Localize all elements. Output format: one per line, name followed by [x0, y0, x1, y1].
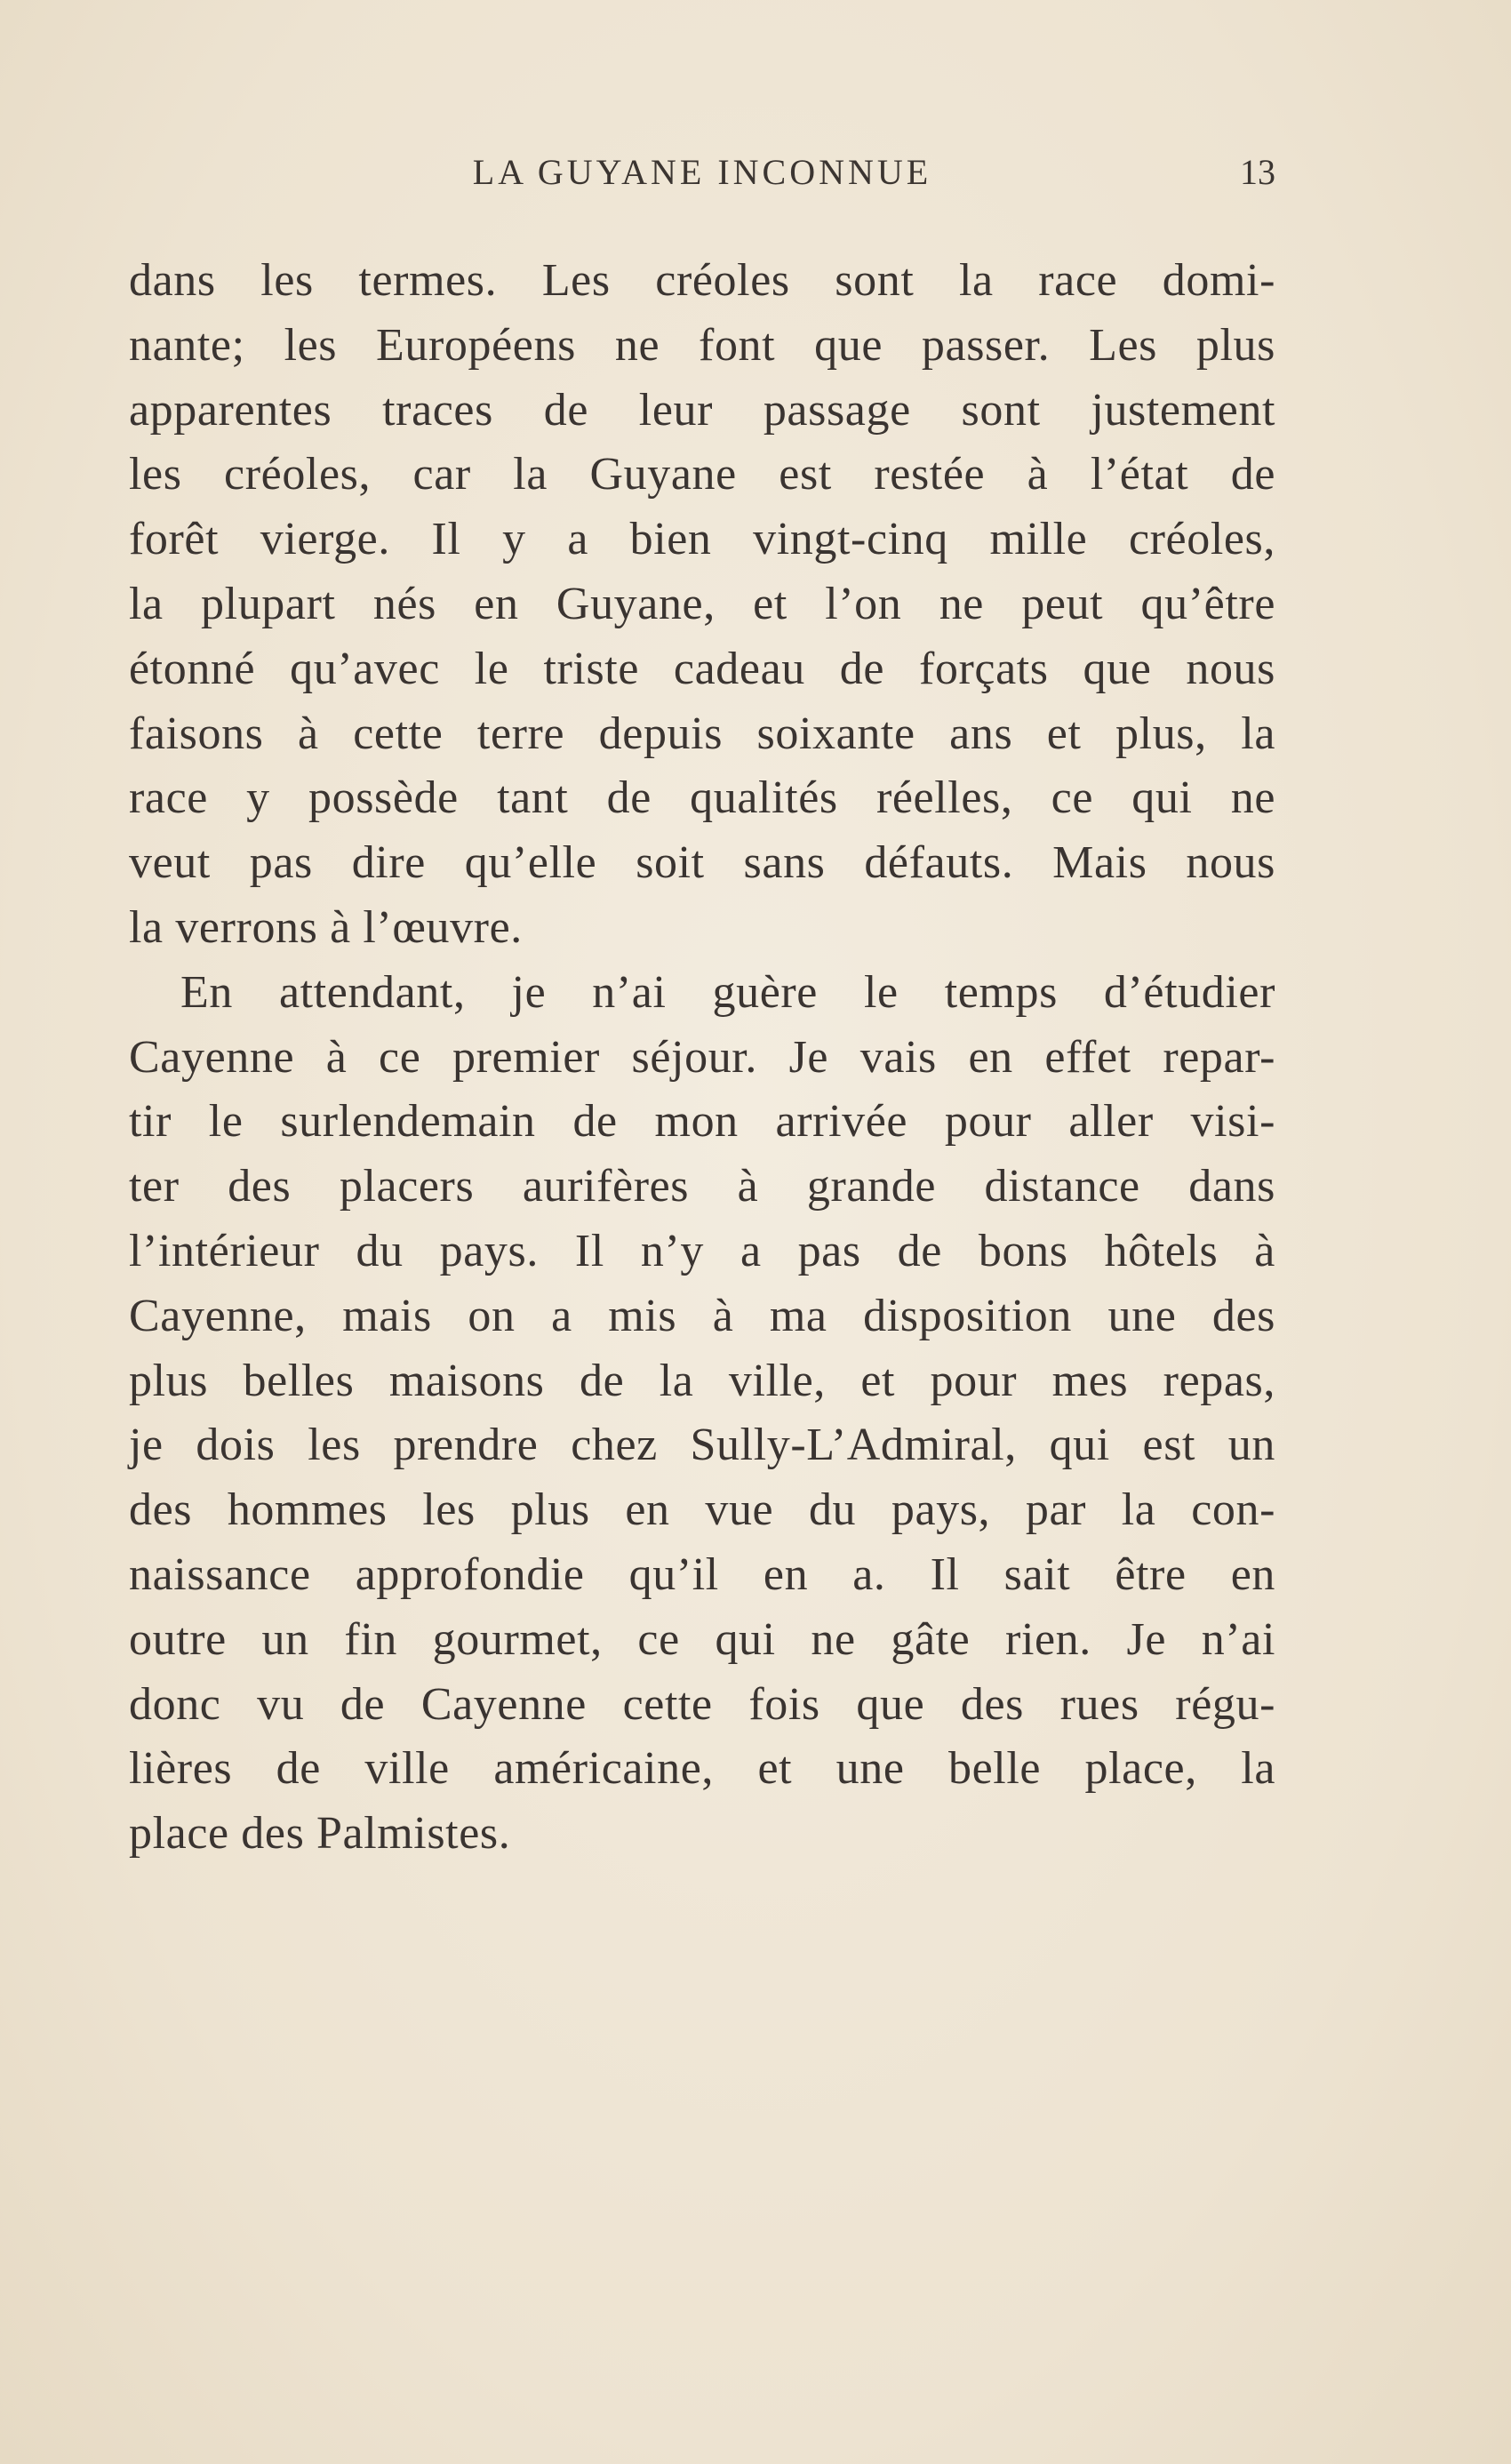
running-title: LA GUYANE INCONNUE — [472, 152, 932, 192]
text-line: place des Palmistes. — [129, 1808, 511, 1860]
text-line: la verrons à l’œuvre. — [129, 901, 523, 953]
text-line: outre un fin gourmet, ce qui ne gâte rien. Je n’ai — [129, 1613, 1275, 1665]
text-line: apparentes traces de leur passage sont justement — [129, 384, 1275, 436]
text-line: dans les termes. Les créoles sont la race domi- — [129, 255, 1275, 306]
text-line: forêt vierge. Il y a bien vingt-cinq mille créoles, — [129, 514, 1275, 565]
text-line: tir le surlendemain de mon arrivée pour aller visi- — [129, 1096, 1275, 1148]
text-line: je dois les prendre chez Sully-L’Admiral, qui est un — [129, 1420, 1275, 1471]
text-line: Cayenne à ce premier séjour. Je vais en effet repar- — [129, 1031, 1275, 1083]
text-line: En attendant, je n’ai guère le temps d’étudier — [180, 966, 1275, 1018]
text-line: étonné qu’avec le triste cadeau de forçats que nous — [129, 643, 1275, 694]
text-line: Cayenne, mais on a mis à ma disposition une des — [129, 1290, 1275, 1341]
text-line: la plupart nés en Guyane, et l’on ne peut qu’être — [129, 578, 1275, 629]
text-line: l’intérieur du pays. Il n’y a pas de bons hôtels à — [129, 1225, 1275, 1276]
body-text — [129, 249, 1275, 1867]
text-line: naissance approfondie qu’il en a. Il sait être en — [129, 1548, 1275, 1600]
text-line: des hommes les plus en vue du pays, par la con- — [129, 1484, 1275, 1536]
text-line: lières de ville américaine, et une belle place, la — [129, 1743, 1275, 1795]
page-header — [129, 151, 1275, 204]
text-line: les créoles, car la Guyane est restée à l’état de — [129, 449, 1275, 500]
text-line: donc vu de Cayenne cette fois que des rues régu- — [129, 1678, 1275, 1730]
text-line: ter des placers aurifères à grande distance dans — [129, 1161, 1275, 1212]
text-line: faisons à cette terre depuis soixante ans et plus, la — [129, 708, 1275, 759]
text-line: race y possède tant de qualités réelles, ce qui ne — [129, 772, 1275, 824]
text-line: plus belles maisons de la ville, et pour mes repas, — [129, 1355, 1275, 1406]
text-line: veut pas dire qu’elle soit sans défauts. Mais nous — [129, 837, 1275, 889]
page-number: 13 — [1240, 152, 1275, 192]
text-line: nante; les Européens ne font que passer. Les plus — [129, 319, 1275, 371]
